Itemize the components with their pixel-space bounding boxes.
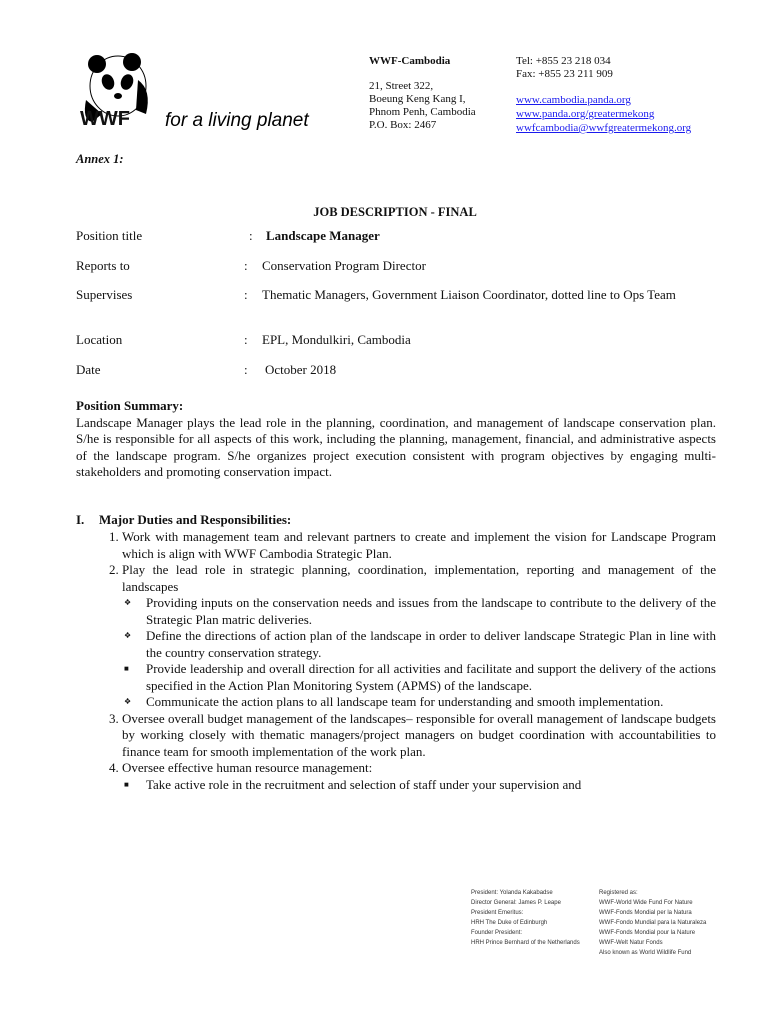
duties-heading: Major Duties and Responsibilities:: [99, 512, 292, 527]
section-numeral: I.: [76, 512, 85, 527]
bullet-icon: ■: [124, 664, 129, 673]
footer-line: President Emeritus:: [471, 910, 524, 916]
field-colon: :: [244, 258, 248, 273]
footer-line: WWF-World Wide Fund For Nature: [599, 900, 693, 906]
sub-item-text: Communicate the action plans to all landscape team for understanding and smooth implementation.: [146, 694, 664, 709]
org-address-block: [369, 55, 476, 132]
field-value: Landscape Manager: [266, 228, 380, 243]
footer-line: Director General: James P. Leape: [471, 900, 561, 906]
field-value: Conservation Program Director: [262, 258, 426, 273]
tagline: for a living planet: [165, 110, 309, 131]
duty-item: [122, 529, 716, 562]
footer-line: Founder President:: [471, 930, 523, 936]
bullet-icon: ❖: [124, 697, 132, 706]
duty-item: [122, 711, 716, 761]
fax: Fax: +855 23 211 909: [516, 68, 613, 80]
duty-item: [122, 562, 716, 711]
bullet-icon: ■: [124, 779, 129, 789]
footer-line: Registered as:: [599, 890, 638, 896]
field-colon: :: [249, 228, 253, 243]
field-colon: :: [244, 287, 248, 302]
duties-heading-row: [76, 512, 716, 529]
sub-list: [122, 595, 716, 711]
duty-text: Work with management team and relevant partners to create and implement the vision for Landscape Program which is align with WWF Cambodia Strategic Plan.: [122, 529, 716, 561]
duty-text: Oversee effective human resource management:: [122, 760, 373, 775]
sub-item: [124, 694, 716, 711]
position-summary: [76, 398, 716, 481]
field-label: Date: [76, 362, 101, 377]
footer-registration: [599, 888, 706, 958]
sub-item: [124, 628, 716, 661]
tel: Tel: +855 23 218 034: [516, 55, 611, 67]
duties-list: [76, 529, 716, 793]
footer-line: WWF-Fonds Mondial per la Natura: [599, 910, 692, 916]
sub-item: [124, 776, 716, 794]
sub-item-text: Provide leadership and overall direction for all activities and facilitate and support the delivery of the actions specified in the Action Plan Monitoring System (APMS) of the landscape.: [146, 661, 716, 693]
duty-text: Play the lead role in strategic planning, coordination, implementation, reporting and management of the landscapes: [122, 562, 716, 594]
duties-section: [76, 512, 716, 793]
footer-line: President: Yolanda Kakabadse: [471, 890, 553, 896]
annex-label: Annex 1:: [76, 152, 124, 166]
wwf-wordmark: WWF: [80, 108, 130, 130]
field-label: Reports to: [76, 258, 130, 273]
address-line: Boeung Keng Kang I,: [369, 93, 466, 105]
sub-item: [124, 661, 716, 694]
duty-item: [122, 760, 716, 793]
duty-text: Oversee overall budget management of the landscapes– responsible for overall management of landscape budgets by working closely with thematic managers/project managers on budget coordination with accountabilities to finance team for smooth implementation of the work plan.: [122, 710, 716, 759]
field-colon: :: [244, 332, 248, 347]
footer-leadership: [471, 888, 580, 948]
field-value: October 2018: [265, 362, 337, 377]
footer-line: Also known as World Wildlife Fund: [599, 950, 692, 956]
bullet-icon: ❖: [124, 631, 132, 640]
document-title: JOB DESCRIPTION - FINAL: [313, 205, 477, 219]
org-address: [369, 80, 476, 132]
field-label: Location: [76, 332, 123, 347]
sub-item: [124, 595, 716, 628]
sub-item-text: Providing inputs on the conservation needs and issues from the landscape to contribute to the delivery of the Strategic Plan matric deliveries.: [146, 595, 716, 627]
footer-line: WWF-Fonds Mondial pour la Nature: [599, 930, 696, 936]
greatermekong-link[interactable]: www.panda.org/greatermekong: [516, 108, 655, 120]
field-colon: :: [244, 362, 248, 377]
address-line: P.O. Box: 2467: [369, 119, 437, 131]
field-value: EPL, Mondulkiri, Cambodia: [262, 332, 411, 347]
sub-item-text: Take active role in the recruitment and selection of staff under your supervision and: [146, 776, 582, 792]
address-line: 21, Street 322,: [369, 80, 434, 92]
summary-heading: Position Summary:: [76, 398, 184, 413]
field-value: Thematic Managers, Government Liaison Coordinator, dotted line to Ops Team: [262, 287, 676, 302]
footer-line: HRH Prince Bernhard of the Netherlands: [471, 940, 580, 946]
footer-line: WWF-Fondo Mundial para la Naturaleza: [599, 920, 707, 926]
footer-line: HRH The Duke of Edinburgh: [471, 920, 548, 926]
contact-block: [516, 55, 691, 135]
email-link[interactable]: wwfcambodia@wwfgreatermekong.org: [516, 122, 692, 134]
summary-text: Landscape Manager plays the lead role in the planning, coordination, and management of landscape conservation plan. S/he is responsible for all aspects of this work, including the planning, management, financial, and administrative aspects of the landscape program. S/he organizes project execution consistent with program objectives by engaging multi-stakeholders and promoting conservation impact.: [76, 414, 716, 479]
field-label: Position title: [76, 228, 143, 243]
org-name: WWF-Cambodia: [369, 55, 451, 67]
bullet-icon: ❖: [124, 598, 132, 607]
address-line: Phnom Penh, Cambodia: [369, 106, 476, 118]
sub-item-text: Define the directions of action plan of the landscape in order to deliver landscape Strategic Plan in line with the country conservation strategy.: [146, 628, 716, 660]
footer-line: WWF-Welt Natur Fonds: [599, 940, 663, 946]
website-link[interactable]: www.cambodia.panda.org: [516, 94, 631, 106]
sub-list: [122, 777, 716, 794]
field-label: Supervises: [76, 287, 133, 302]
